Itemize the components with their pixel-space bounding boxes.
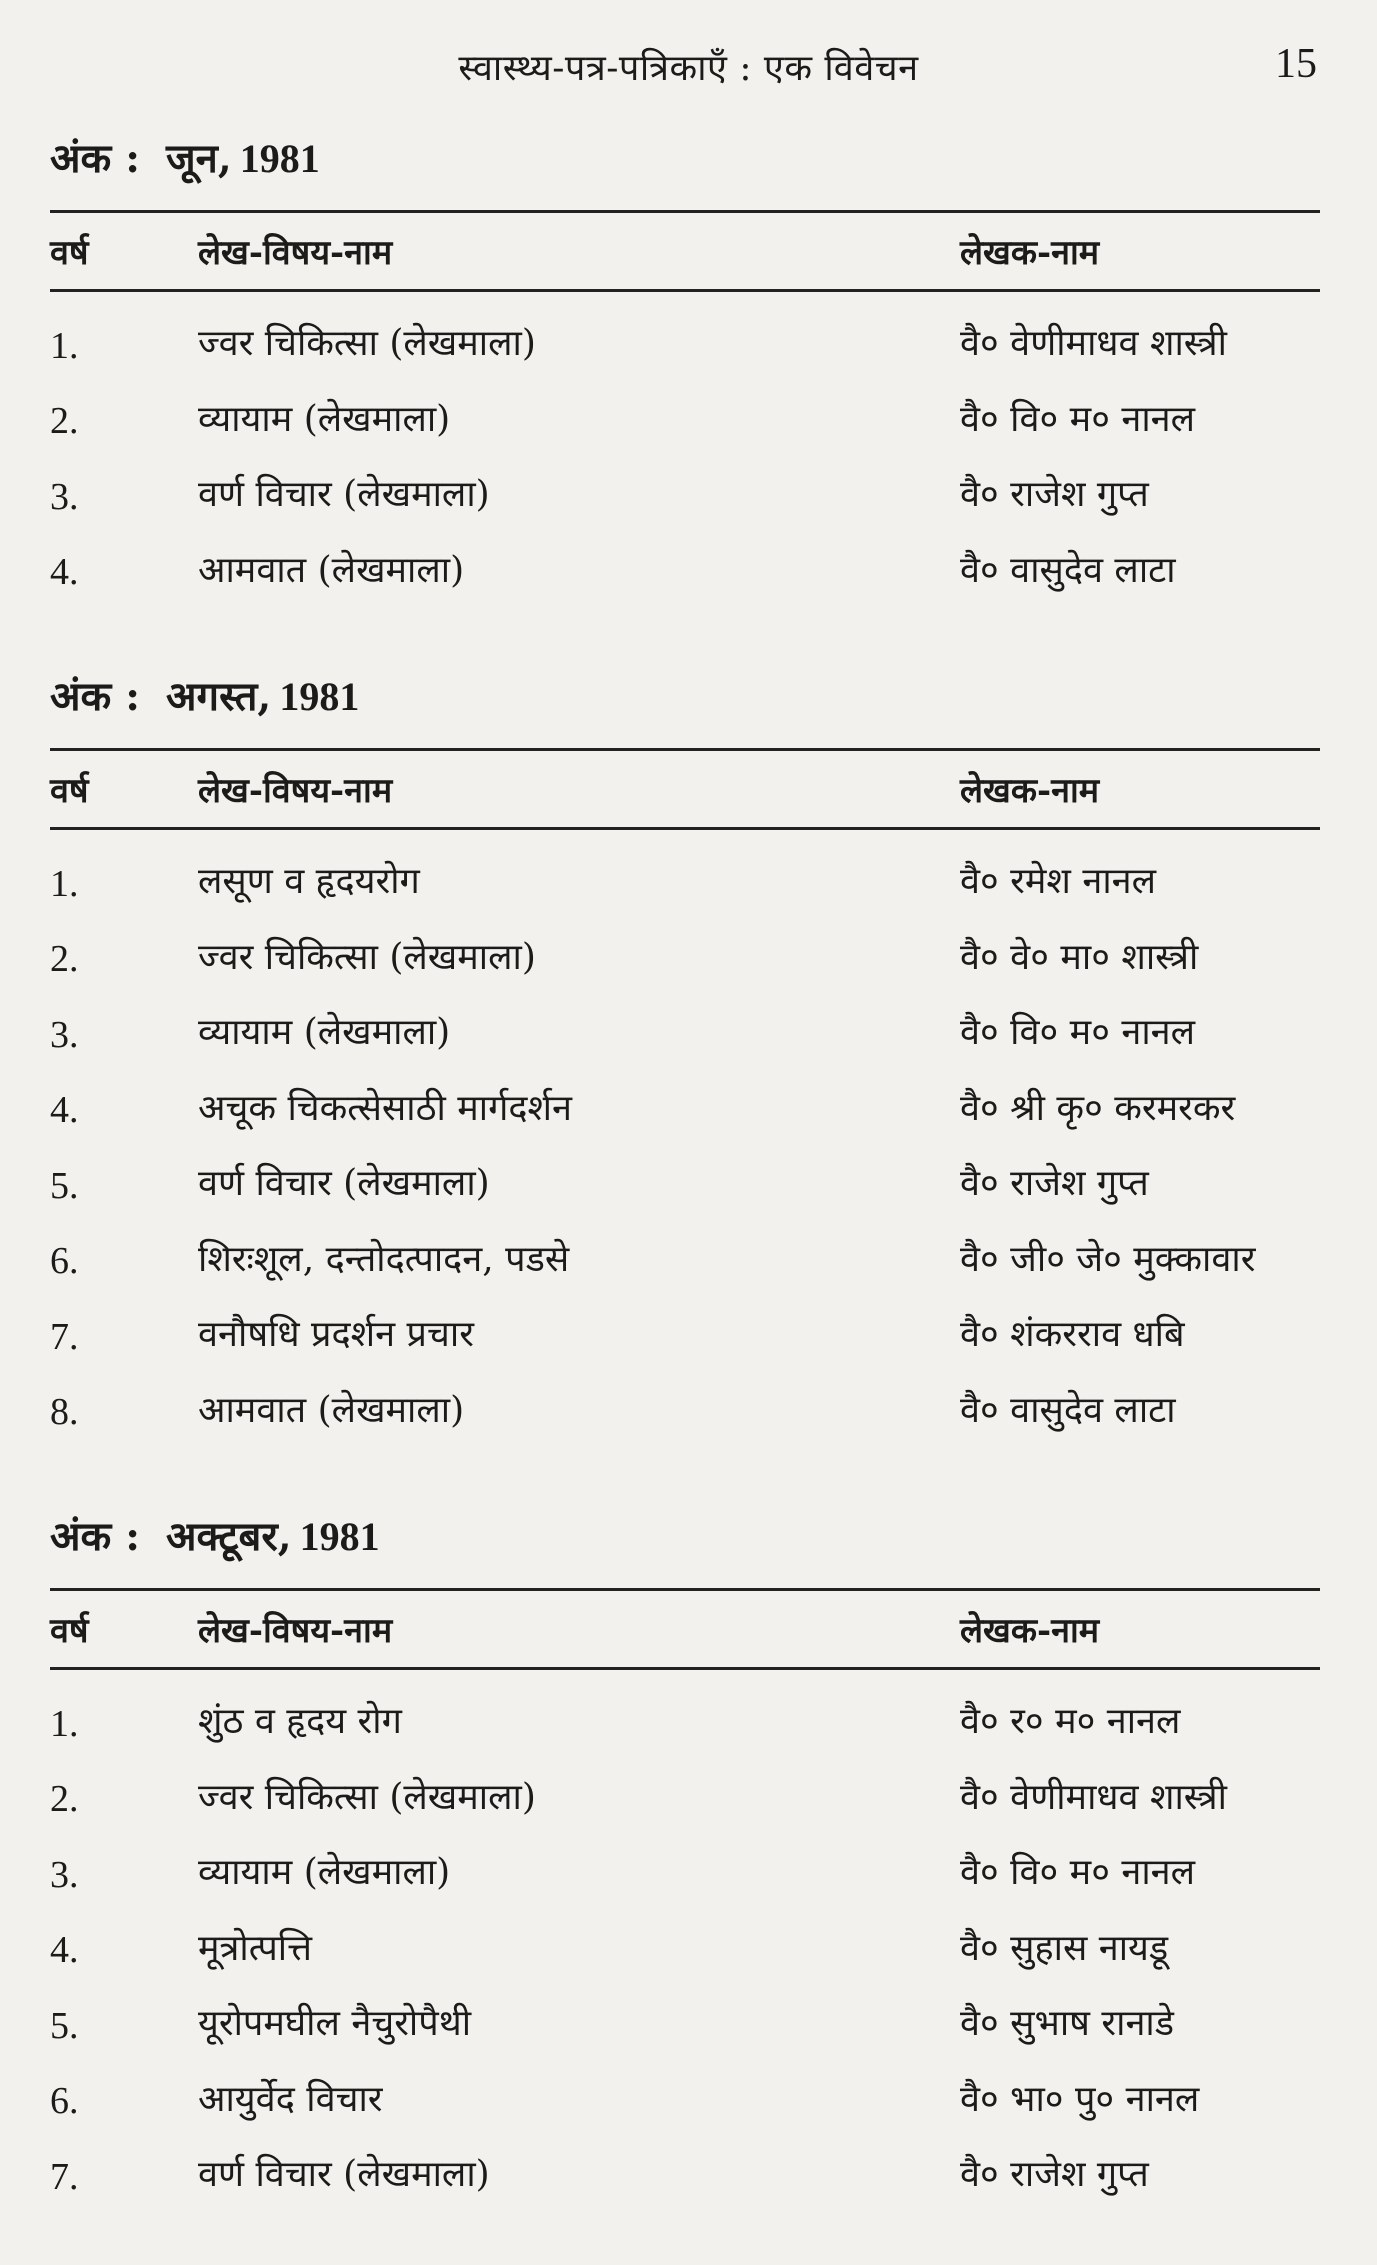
article-title: शुंठ व हृदय रोग (198, 1701, 402, 1743)
author-name: वै० वासुदेव लाटा (960, 1389, 1176, 1431)
issue-heading (50, 668, 1320, 726)
author-name: वै० रमेश नानल (960, 861, 1157, 903)
table-row (50, 842, 1320, 918)
issue-month: जून, (165, 135, 232, 182)
row-number: 7. (50, 2155, 79, 2198)
column-header-title: लेख-विषय-नाम (198, 233, 393, 273)
article-title: आमवात (लेखमाला) (198, 1389, 465, 1431)
table-row (50, 1220, 1320, 1296)
column-header-title: लेख-विषय-नाम (198, 1611, 393, 1651)
author-name: वै० वासुदेव लाटा (960, 549, 1176, 591)
table-row (50, 455, 1320, 531)
row-number: 1. (50, 862, 79, 905)
author-name: वै० राजेश गुप्त (960, 474, 1149, 516)
table-row (50, 1758, 1320, 1834)
article-title: ज्वर चिकित्सा (लेखमाला) (198, 936, 536, 978)
table-header (50, 1591, 1320, 1667)
author-name: वै० वि० म० नानल (960, 398, 1196, 440)
author-name: वै० शंकरराव धबि (960, 1314, 1185, 1356)
author-name: वै० वि० म० नानल (960, 1852, 1196, 1894)
article-title: व्यायाम (लेखमाला) (198, 398, 451, 440)
row-number: 2. (50, 938, 79, 981)
author-name: वै० राजेश गुप्त (960, 1163, 1149, 1205)
issue-year: 1981 (299, 1514, 380, 1559)
table-row (50, 1682, 1320, 1758)
article-title: वर्ण विचार (लेखमाला) (198, 1163, 490, 1205)
running-title: स्वास्थ्य-पत्र-पत्रिकाएँ : एक विवेचन (458, 48, 919, 89)
row-number: 6. (50, 2080, 79, 2123)
row-number: 3. (50, 1013, 79, 1056)
issue-heading (50, 1508, 1320, 1566)
issue-section-june (50, 130, 1320, 606)
author-name: वै० राजेश गुप्त (960, 2154, 1149, 2196)
issue-label: अंक : (50, 135, 140, 182)
table-header (50, 751, 1320, 827)
issue-year: 1981 (279, 674, 360, 719)
row-number: 4. (50, 1089, 79, 1132)
row-number: 1. (50, 324, 79, 367)
article-title: आयुर्वेद विचार (198, 2078, 383, 2120)
table-row (50, 1371, 1320, 1447)
table-body (50, 1670, 1320, 2211)
author-name: वै० वे० मा० शास्त्री (960, 936, 1199, 978)
article-title: वर्ण विचार (लेखमाला) (198, 474, 490, 516)
author-name: वै० वेणीमाधव शास्त्री (960, 1776, 1228, 1818)
issue-section-august (50, 668, 1320, 1446)
row-number: 4. (50, 551, 79, 594)
row-number: 6. (50, 1240, 79, 1283)
row-number: 7. (50, 1315, 79, 1358)
table-row (50, 1069, 1320, 1145)
issue-label: अंक : (50, 1513, 140, 1560)
issue-heading (50, 130, 1320, 188)
article-title: व्यायाम (लेखमाला) (198, 1012, 451, 1054)
row-number: 4. (50, 1929, 79, 1972)
article-title: यूरोपमघील नैचुरोपैथी (198, 2003, 472, 2045)
article-title: अचूक चिकत्सेसाठी मार्गदर्शन (198, 1087, 572, 1129)
author-name: वै० सुहास नायडू (960, 1927, 1169, 1969)
column-header-title: लेख-विषय-नाम (198, 771, 393, 811)
issue-label: अंक : (50, 673, 140, 720)
article-title: लसूण व हृदयरोग (198, 861, 420, 903)
article-title: वनौषधि प्रदर्शन प्रचार (198, 1314, 474, 1356)
article-title: ज्वर चिकित्सा (लेखमाला) (198, 323, 536, 365)
table-body (50, 830, 1320, 1446)
table-row (50, 304, 1320, 380)
row-number: 8. (50, 1391, 79, 1434)
author-name: वै० श्री कृ० करमरकर (960, 1087, 1236, 1129)
row-number: 2. (50, 400, 79, 443)
row-number: 1. (50, 1702, 79, 1745)
row-number: 3. (50, 1853, 79, 1896)
table-row (50, 2135, 1320, 2211)
table-row (50, 1984, 1320, 2060)
article-title: शिरःशूल, दन्तोदत्पादन, पडसे (198, 1238, 570, 1280)
article-title: मूत्रोत्पत्ति (198, 1927, 313, 1969)
author-name: वै० र० म० नानल (960, 1701, 1181, 1743)
article-title: आमवात (लेखमाला) (198, 549, 465, 591)
table-header (50, 213, 1320, 289)
column-header-author: लेखक-नाम (960, 233, 1100, 273)
column-header-number: वर्ष (50, 771, 89, 811)
column-header-author: लेखक-नाम (960, 1611, 1100, 1651)
column-header-number: वर्ष (50, 1611, 89, 1651)
row-number: 5. (50, 2004, 79, 2047)
table-row (50, 918, 1320, 994)
column-header-number: वर्ष (50, 233, 89, 273)
author-name: वै० सुभाष रानाडे (960, 2003, 1175, 2045)
article-title: वर्ण विचार (लेखमाला) (198, 2154, 490, 2196)
table-body (50, 292, 1320, 606)
article-title: ज्वर चिकित्सा (लेखमाला) (198, 1776, 536, 1818)
issue-month: अगस्त, (165, 673, 272, 720)
column-header-author: लेखक-नाम (960, 771, 1100, 811)
table-row (50, 1144, 1320, 1220)
author-name: वै० वेणीमाधव शास्त्री (960, 323, 1228, 365)
page-number: 15 (1275, 41, 1317, 87)
author-name: वै० जी० जे० मुक्कावार (960, 1238, 1256, 1280)
table-row (50, 2060, 1320, 2136)
row-number: 3. (50, 475, 79, 518)
table-row (50, 1295, 1320, 1371)
table-row (50, 531, 1320, 607)
issue-section-october (50, 1508, 1320, 2211)
author-name: वै० वि० म० नानल (960, 1012, 1196, 1054)
issue-month: अक्टूबर, (165, 1513, 292, 1560)
row-number: 5. (50, 1164, 79, 1207)
article-title: व्यायाम (लेखमाला) (198, 1852, 451, 1894)
table-row (50, 993, 1320, 1069)
table-row (50, 380, 1320, 456)
table-row (50, 1909, 1320, 1985)
table-row (50, 1833, 1320, 1909)
row-number: 2. (50, 1778, 79, 1821)
author-name: वै० भा० पु० नानल (960, 2078, 1200, 2120)
issue-year: 1981 (239, 136, 320, 181)
